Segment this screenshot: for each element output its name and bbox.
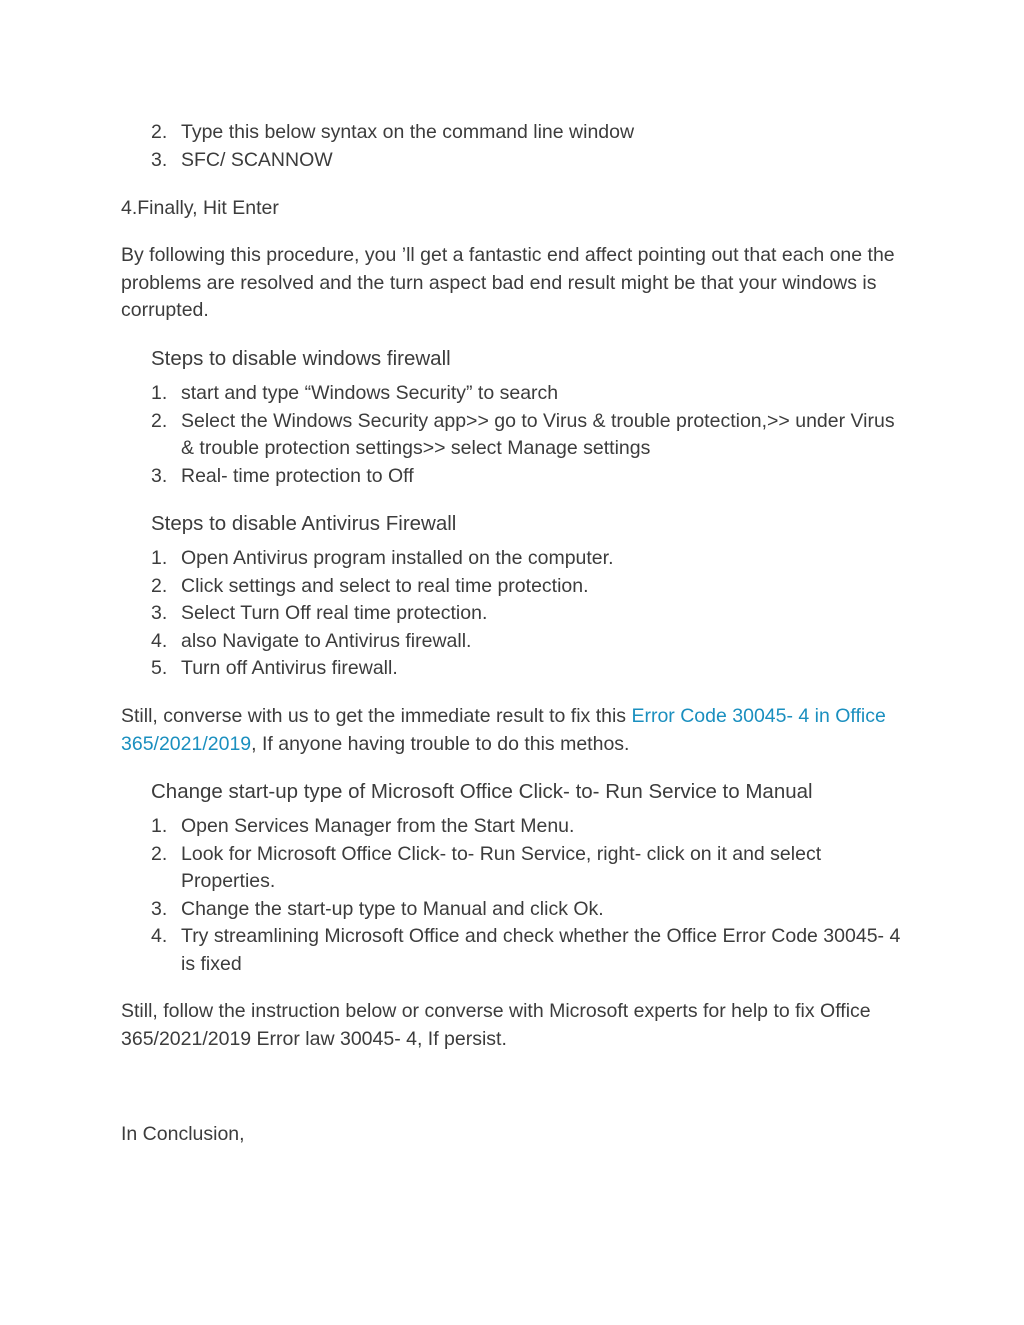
- paragraph-text-after-link: , If anyone having trouble to do this methos.: [251, 732, 630, 755]
- click-to-run-steps: [121, 813, 911, 979]
- list-item: [121, 841, 911, 896]
- list-number: 2.: [151, 121, 168, 143]
- section-heading-click-to-run: Change start-up type of Microsoft Office Click- to- Run Service to Manual: [151, 780, 813, 803]
- list-number: 3.: [151, 464, 168, 487]
- list-item: [121, 600, 911, 628]
- list-item-text: Select Turn Off real time protection.: [181, 602, 488, 625]
- list-number: 1.: [151, 815, 168, 837]
- list-item-text: Open Antivirus program installed on the computer.: [181, 547, 614, 569]
- list-item: [121, 545, 911, 573]
- section-heading-windows-firewall: Steps to disable windows firewall: [151, 347, 451, 370]
- list-item-text: Select the Windows Security app>> go to Virus & trouble protection,>> under Virus & trouble protection settings>> select Manage settings: [181, 409, 895, 460]
- list-number: 3.: [151, 148, 168, 171]
- list-number: 2.: [151, 574, 168, 597]
- step-four-text: 4.Finally, Hit Enter: [121, 197, 279, 219]
- paragraph-text-before-link: Still, converse with us to get the immediate result to fix this: [121, 705, 632, 727]
- list-item: [121, 119, 911, 147]
- list-item-text: Real- time protection to Off: [181, 464, 414, 487]
- error-code-link[interactable]: Error Code 30045- 4 in Office 365/2021/2019: [121, 705, 886, 755]
- section-heading-antivirus-firewall: Steps to disable Antivirus Firewall: [151, 512, 457, 535]
- intro-list: [121, 119, 911, 174]
- list-number: 5.: [151, 657, 168, 680]
- list-item-text: SFC/ SCANNOW: [181, 148, 333, 171]
- list-number: 2.: [151, 409, 168, 432]
- list-number: 4.: [151, 925, 168, 948]
- list-item: [121, 408, 911, 463]
- list-item-text: Change the start-up type to Manual and click Ok.: [181, 897, 604, 920]
- paragraph-procedure-result: By following this procedure, you ’ll get a fantastic end affect pointing out that each one the problems are resolved and the turn aspect bad end result might be that your windows is corrupted.: [121, 244, 895, 322]
- list-item: [121, 813, 911, 841]
- list-item: [121, 463, 911, 491]
- list-number: 3.: [151, 897, 168, 920]
- list-item: [121, 923, 911, 978]
- list-item: [121, 655, 911, 683]
- list-item: [121, 147, 911, 175]
- list-item-text: Try streamlining Microsoft Office and check whether the Office Error Code 30045- 4 is fixed: [181, 925, 901, 975]
- list-item: [121, 896, 911, 924]
- list-item-text: Turn off Antivirus firewall.: [181, 657, 398, 680]
- list-item-text: Type this below syntax on the command line window: [181, 121, 635, 143]
- paragraph-follow-instructions: Still, follow the instruction below or converse with Microsoft experts for help to fix Office 365/2021/2019 Error law 30045- 4, If persist.: [121, 1000, 871, 1050]
- antivirus-firewall-steps: [121, 545, 911, 683]
- list-item-text: Click settings and select to real time protection.: [181, 574, 589, 597]
- list-number: 1.: [151, 382, 168, 404]
- list-item-text: Look for Microsoft Office Click- to- Run Service, right- click on it and select Properties.: [181, 842, 822, 893]
- list-item-text: Open Services Manager from the Start Menu.: [181, 815, 575, 837]
- list-number: 2.: [151, 842, 168, 865]
- list-item: [121, 573, 911, 601]
- list-number: 1.: [151, 547, 168, 569]
- list-item-text: also Navigate to Antivirus firewall.: [181, 629, 472, 652]
- conclusion-text: In Conclusion,: [121, 1123, 245, 1145]
- windows-firewall-steps: [121, 380, 911, 490]
- list-number: 3.: [151, 602, 168, 625]
- list-item: [121, 628, 911, 656]
- list-number: 4.: [151, 629, 168, 652]
- list-item: [121, 380, 911, 408]
- paragraph-converse: [121, 703, 911, 758]
- list-item-text: start and type “Windows Security” to search: [181, 382, 559, 404]
